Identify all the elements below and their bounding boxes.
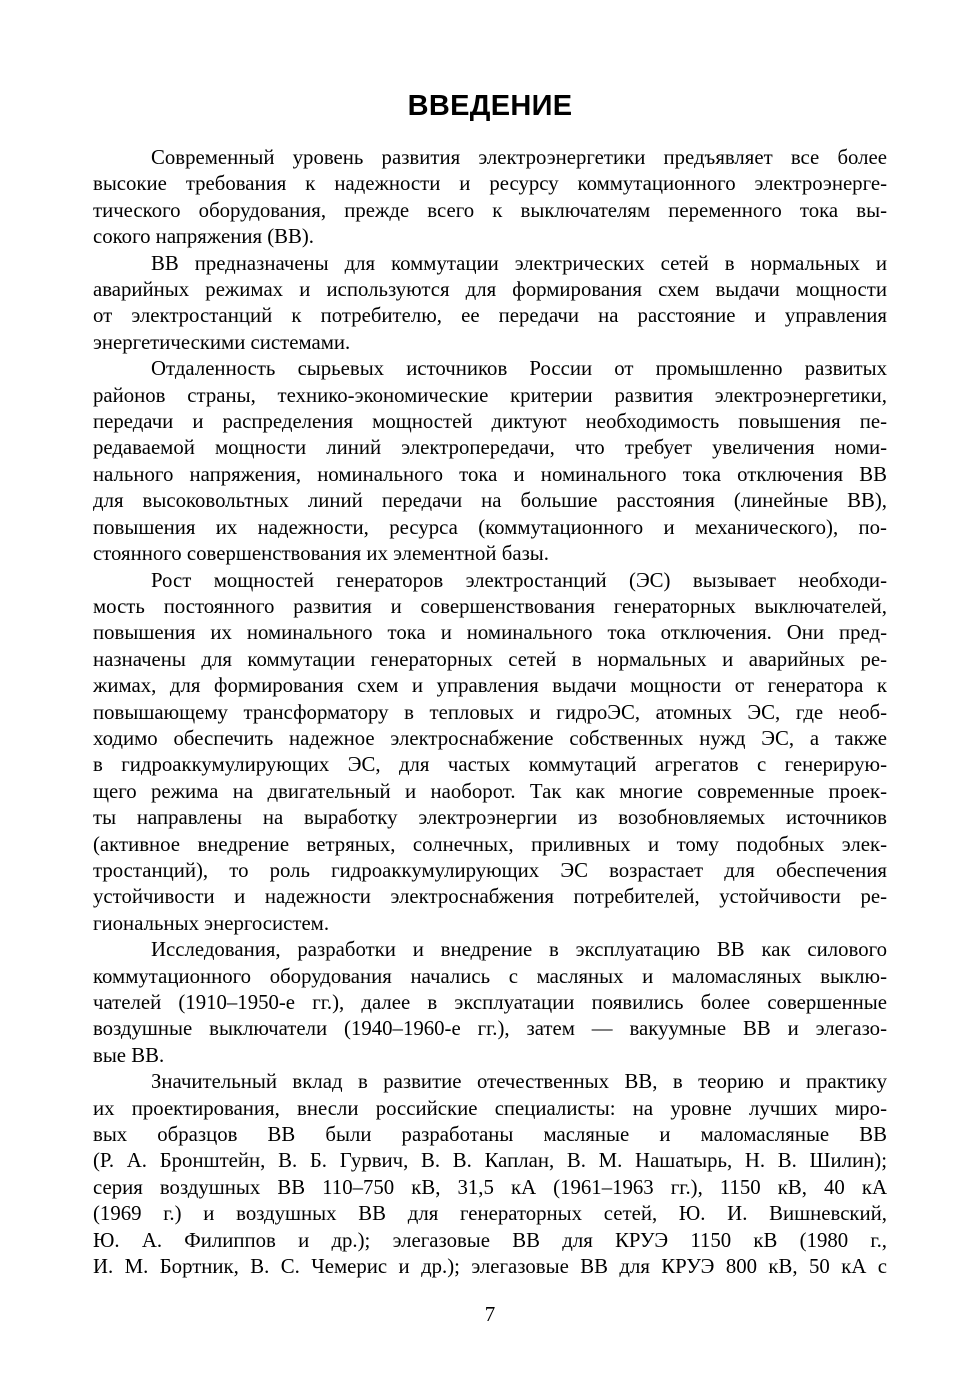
text-line: гиональных энергосистем. — [93, 911, 330, 935]
text-line: воздушные выключатели (1940–1960-е гг.), затем — вакуумные ВВ и элегазо- — [93, 1017, 887, 1041]
paragraph — [93, 937, 887, 1069]
text-line: сокого напряжения (ВВ). — [93, 225, 315, 249]
text-line: Ю. А. Филиппов и др.); элегазовые ВВ для КРУЭ 1150 кВ (1980 г., — [93, 1228, 887, 1252]
text-line: в гидроаккумулирующих ЭС, для частых коммутаций агрегатов с генерирую- — [93, 753, 887, 777]
text-line: повышения их номинального тока и номинального тока отключения. Они пред- — [93, 621, 887, 645]
text-line: от электростанций к потребителю, ее передачи на расстояние и управления — [93, 304, 887, 328]
text-line: ходимо обеспечить надежное электроснабжение собственных нужд ЭС, а также — [93, 726, 887, 750]
document-page — [93, 90, 887, 1280]
text-line: ВВ предназначены для коммутации электрических сетей в нормальных и — [151, 251, 887, 275]
text-line: устойчивости и надежности электроснабжения потребителей, устойчивости ре- — [93, 885, 887, 909]
text-line: Современный уровень развития электроэнергетики предъявляет все более — [151, 146, 887, 169]
text-line: тического оборудования, прежде всего к выключателям переменного тока вы- — [93, 198, 887, 222]
text-line: нального напряжения, номинального тока и номинального тока отключения ВВ — [93, 462, 887, 486]
text-line: ты направлены на выработку электроэнергии из возобновляемых источников — [93, 806, 887, 830]
text-line: их проектирования, внесли российские специалисты: на уровне лучших миро- — [93, 1096, 887, 1120]
text-line: стоянного совершенствования их элементной базы. — [93, 542, 549, 566]
page-title: ВВЕДЕНИЕ — [407, 90, 573, 122]
text-line: высокие требования к надежности и ресурсу коммутационного электроэнерге- — [93, 172, 887, 196]
text-line: мость постоянного развития и совершенствования генераторных выключателей, — [93, 594, 887, 618]
text-line: тростанций), то роль гидроаккумулирующих ЭС возрастает для обеспечения — [93, 858, 887, 882]
text-line: повышающему трансформатору в тепловых и гидроЭС, атомных ЭС, где необ- — [93, 700, 887, 724]
paragraph — [93, 356, 887, 567]
text-line: вые ВВ. — [93, 1043, 165, 1067]
text-line: районов страны, технико-экономические критерии развития электроэнергетики, — [93, 383, 887, 407]
text-line: аварийных режимах и используются для формирования схем выдачи мощности — [93, 278, 887, 302]
text-line: энергетическими системами. — [93, 330, 351, 354]
page-number: 7 — [484, 1302, 496, 1326]
text-line: Рост мощностей генераторов электростанций (ЭС) вызывает необходи- — [151, 568, 887, 592]
paragraph — [93, 251, 887, 357]
text-line: редаваемой мощности линий электропередачи, что требует увеличения номи- — [93, 436, 887, 460]
text-line: И. М. Бортник, В. С. Чемерис и др.); элегазовые ВВ для КРУЭ 800 кВ, 50 кА с — [93, 1255, 887, 1279]
text-line: серия воздушных ВВ 110–750 кВ, 31,5 кА (1961–1963 гг.), 1150 кВ, 40 кА — [93, 1175, 887, 1199]
body-text — [93, 145, 887, 1280]
text-line: (Р. А. Бронштейн, В. Б. Гурвич, В. В. Каплан, В. М. Нашатырь, Н. В. Шилин); — [93, 1149, 887, 1173]
text-line: коммутационного оборудования начались с масляных и маломасляных выклю- — [93, 964, 887, 988]
text-line: Исследования, разработки и внедрение в эксплуатацию ВВ как силового — [151, 938, 887, 962]
text-line: щего режима на двигательный и наоборот. Так как многие современные проек- — [93, 779, 887, 803]
text-line: чателей (1910–1950-е гг.), далее в эксплуатации появились более совершенные — [93, 991, 887, 1014]
paragraph — [93, 568, 887, 938]
text-line: вых образцов ВВ были разработаны масляные и маломасляные ВВ — [93, 1123, 887, 1147]
paragraph — [93, 145, 887, 251]
text-line: повышения их надежности, ресурса (коммутационного и механического), по- — [93, 515, 887, 539]
text-line: назначены для коммутации генераторных сетей в нормальных и аварийных ре- — [93, 647, 887, 671]
text-line: (активное внедрение ветряных, солнечных, приливных и тому подобных элек- — [93, 832, 887, 856]
text-line: передачи и распределения мощностей диктуют необходимость повышения пе- — [93, 410, 887, 434]
text-line: Значительный вклад в развитие отечественных ВВ, в теорию и практику — [151, 1070, 887, 1094]
text-line: (1969 г.) и воздушных ВВ для генераторных сетей, Ю. И. Вишневский, — [93, 1202, 887, 1226]
text-line: Отдаленность сырьевых источников России от промышленно развитых — [151, 357, 887, 381]
text-line: для высоковольтных линий передачи на большие расстояния (линейные ВВ), — [93, 489, 887, 513]
text-line: жимах, для формирования схем и управления выдачи мощности от генератора к — [93, 674, 887, 698]
paragraph — [93, 1069, 887, 1280]
